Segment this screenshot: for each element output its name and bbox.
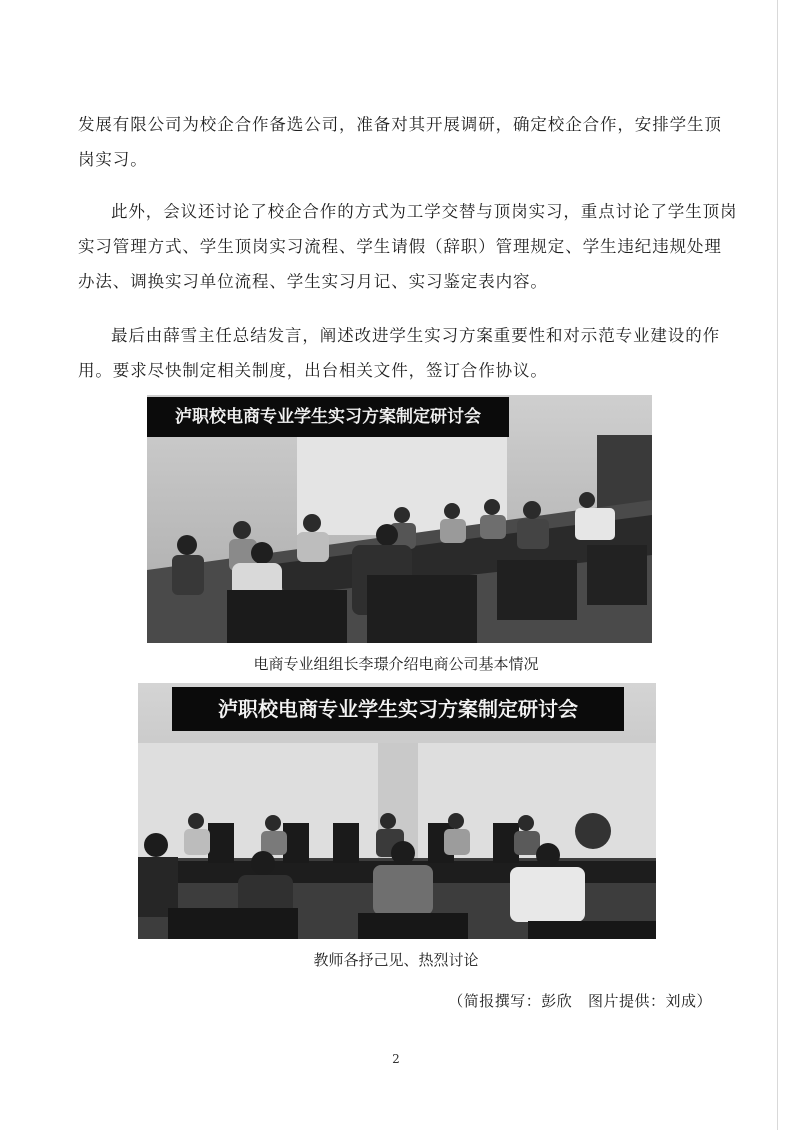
paragraph-summary: 最后由薛雪主任总结发言，阐述改进学生实习方案重要性和对示范专业建设的作用。要求尽快制定相关制度，出台相关文件，签订合作协议。 (78, 326, 720, 380)
paragraph-discussion: 此外，会议还讨论了校企合作的方式为工学交替与顶岗实习，重点讨论了学生顶岗实习管理方式、学生顶岗实习流程、学生请假（辞职）管理规定、学生违纪违规处理办法、调换实习单位流程、学生实习月记、实习鉴定表内容。 (78, 202, 738, 291)
meeting-photo-2 (138, 683, 656, 939)
photo-2-caption: 教师各抒己见、热烈讨论 (313, 951, 479, 969)
page-number: 2 (392, 1052, 400, 1066)
photo-1-caption: 电商专业组组长李璟介绍电商公司基本情况 (253, 655, 539, 673)
photo-2-banner: 泸职校电商专业学生实习方案制定研讨会 (172, 687, 624, 731)
meeting-photo-1 (147, 395, 652, 643)
credit-line: （简报撰写：彭欣 图片提供：刘成） (448, 992, 712, 1010)
photo-1-banner: 泸职校电商专业学生实习方案制定研讨会 (147, 397, 509, 437)
paragraph-continuation: 发展有限公司为校企合作备选公司，准备对其开展调研，确定校企合作，安排学生顶岗实习。 (78, 115, 722, 169)
